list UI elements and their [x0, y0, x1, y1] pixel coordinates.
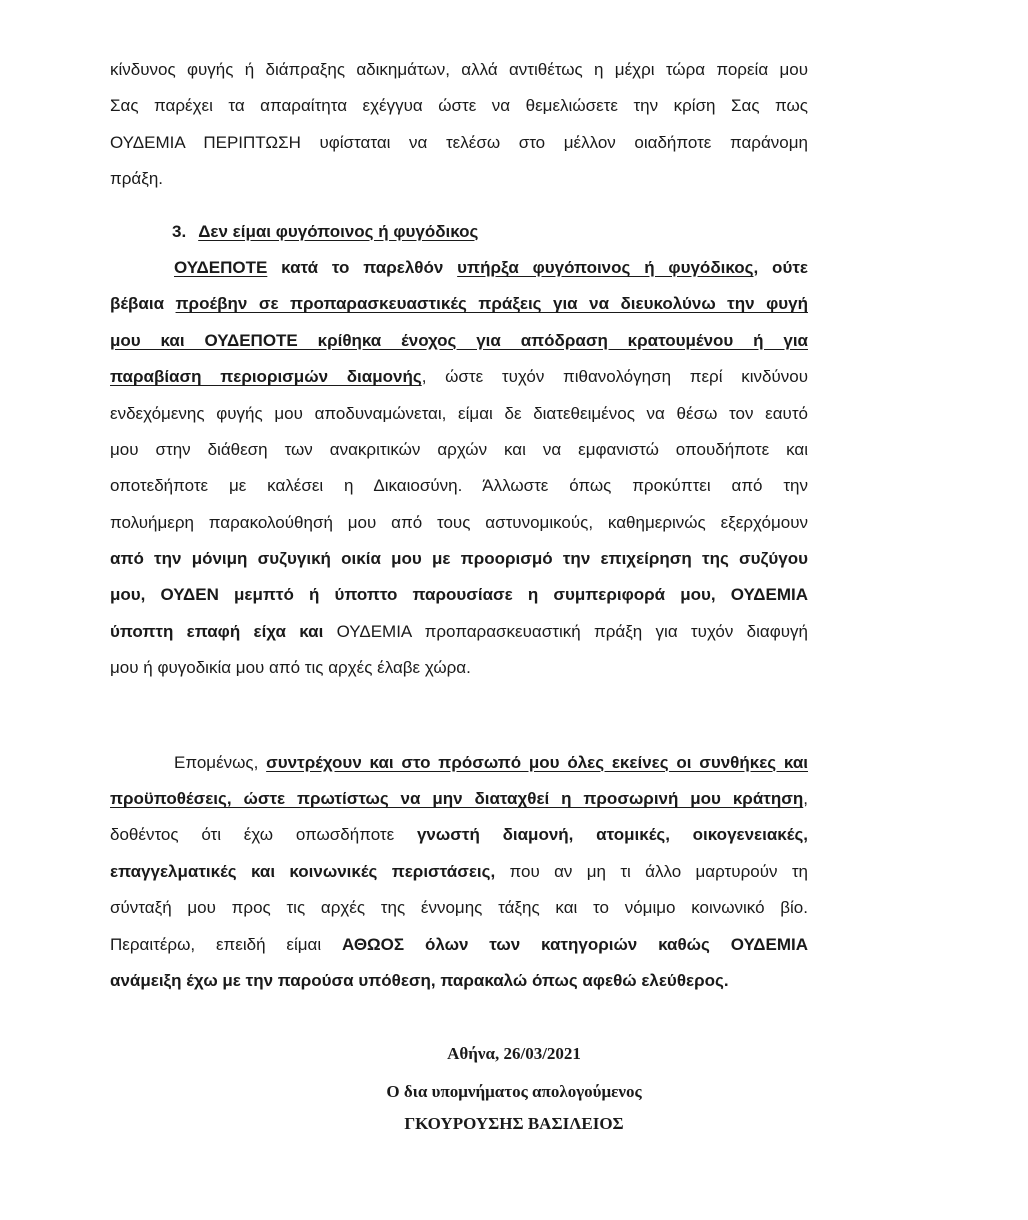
signature-role: Ο δια υπομνήματος απολογούμενος [386, 1082, 642, 1101]
text-line: ενδεχόμενης φυγής μου αποδυναμώνεται, είμαι δε διατεθειμένος να θέσω τον εαυτό [110, 403, 808, 423]
section3-body [110, 250, 808, 687]
text-line: πολυήμερη παρακολούθησή μου από τους αστυνομικούς, καθημερινώς εξερχόμουν [110, 512, 808, 532]
text-line: Σας παρέχει τα απαραίτητα εχέγγυα ώστε να θεμελιώσετε την κρίση Σας πως [110, 96, 808, 116]
text-line: ύποπτη επαφή είχα και ΟΥΔΕΜΙΑ προπαρασκευαστική πράξη για τυχόν διαφυγή [110, 621, 808, 641]
signature-place-date: Αθήνα, 26/03/2021 [447, 1044, 581, 1063]
section-title: Δεν είμαι φυγόποινος ή φυγόδικος [198, 221, 479, 241]
text-line: μου, ΟΥΔΕΝ μεμπτό ή ύποπτο παρουσίασε η συμπεριφορά μου, ΟΥΔΕΜΙΑ [110, 585, 808, 605]
text-line: ΟΥΔΕΠΟΤΕ κατά το παρελθόν υπήρξα φυγόποινος ή φυγόδικος, ούτε [174, 257, 808, 277]
text-line: μου ή φυγοδικία μου από τις αρχές έλαβε χώρα. [110, 658, 471, 678]
text-line: δοθέντος ότι έχω οπωσδήποτε γνωστή διαμονή, ατομικές, οικογενειακές, [110, 825, 809, 845]
text-line: οποτεδήποτε με καλέσει η Δικαιοσύνη. Άλλωστε όπως προκύπτει από την [110, 476, 808, 496]
section-number: 3. [172, 221, 187, 241]
text-line: παραβίαση περιορισμών διαμονής, ώστε τυχόν πιθανολόγηση περί κινδύνου [110, 367, 808, 387]
text-line: κίνδυνος φυγής ή διάπραξης αδικημάτων, αλλά αντιθέτως η μέχρι τώρα πορεία μου [110, 60, 808, 79]
text-line: Επομένως, συντρέχουν και στο πρόσωπό μου όλες εκείνες οι συνθήκες και [174, 752, 809, 772]
text-line: βέβαια προέβην σε προπαρασκευαστικές πράξεις για να διευκολύνω την φυγή [110, 294, 808, 314]
text-line: από την μόνιμη συζυγική οικία μου με προορισμό την επιχείρηση της συζύγου [110, 549, 808, 569]
document-page [110, 52, 808, 999]
text-line: σύνταξή μου προς τις αρχές της έννομης τάξης και το νόμιμο κοινωνικό βίο. [110, 898, 808, 918]
paragraph-top [110, 52, 808, 198]
text-line: μου και ΟΥΔΕΠΟΤΕ κρίθηκα ένοχος για απόδραση κρατουμένου ή για [110, 330, 808, 350]
text-line: επαγγελματικές και κοινωνικές περιστάσεις, που αν μη τι άλλο μαρτυρούν τη [110, 861, 808, 881]
signature-name: ΓΚΟΥΡΟΥΣΗΣ ΒΑΣΙΛΕΙΟΣ [404, 1114, 624, 1133]
text-line: ΟΥΔΕΜΙΑ ΠΕΡΙΠΤΩΣΗ υφίσταται να τελέσω στο μέλλον οιαδήποτε παράνομη [110, 132, 808, 152]
text-line: μου στην διάθεση των ανακριτικών αρχών και να εμφανιστώ οπουδήποτε και [110, 439, 808, 459]
section-heading [110, 214, 808, 250]
text-line: πράξη. [110, 169, 164, 189]
conclusion-paragraph [110, 745, 808, 1000]
text-line: ανάμειξη έχω με την παρούσα υπόθεση, παρακαλώ όπως αφεθώ ελεύθερος. [110, 970, 729, 990]
text-line: Περαιτέρω, επειδή είμαι ΑΘΩΟΣ όλων των κατηγοριών καθώς ΟΥΔΕΜΙΑ [110, 934, 808, 954]
text-line: προϋποθέσεις, ώστε πρωτίστως να μην διαταχθεί η προσωρινή μου κράτηση, [110, 789, 808, 809]
